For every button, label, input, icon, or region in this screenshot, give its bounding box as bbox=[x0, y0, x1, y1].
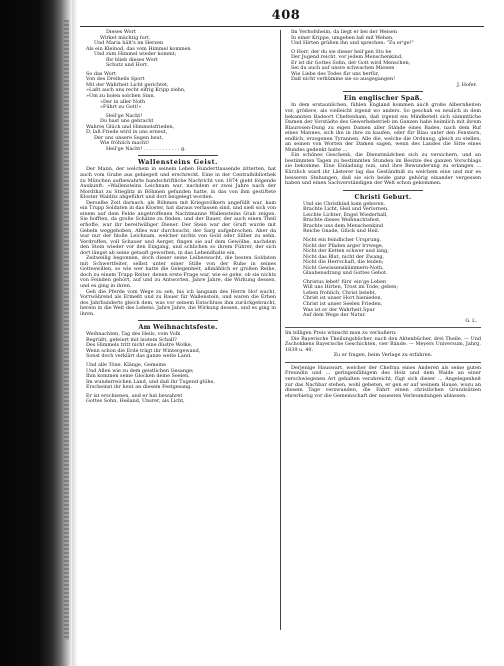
poem-line: »Der in aller Noth bbox=[100, 98, 146, 105]
poem-line: Glaubensdrang und Gottes Gebot. bbox=[303, 270, 388, 277]
book-gutter-shadow bbox=[0, 0, 72, 666]
notice-heading: Im billigen Preis wünscht man zu veräußern: bbox=[285, 330, 397, 337]
article-paragraph: Der Mann, der welchem in seinem Leben Hunderttausende zitterten, hat auch vom Grabe aus gebiegelt und erschreckt. Eine in der Centralbibliothek zu München aufbewahrte handschriftliche Nachricht von 1874 giebt folgende Auskunft: »Wallensteins Leichnam war, nachdem er zwei Jahre nach der Mordthat zu Stieglitz in Böhmen gefunden hatte, in das von ihm gestiftete Kloster Walditz abgeführt und dort beigelegt worden. bbox=[80, 166, 276, 201]
column-divider bbox=[280, 30, 281, 630]
poem-line: Im Verhofsheim, da liegt er bei der Weisen bbox=[291, 29, 397, 35]
section-divider bbox=[343, 190, 423, 191]
poem-line: Wirket mächtig fort, bbox=[100, 34, 151, 41]
poem-line: »Führt zu Gott!« bbox=[100, 104, 142, 111]
poem-line: Im wunderreichen Land, und daß ihr Tugend glühe, bbox=[86, 378, 215, 385]
poem-line: Heil'ge Nacht! bbox=[106, 112, 143, 119]
poem-line: Des Himmels tritt nicht eine düstre Wolke, bbox=[86, 342, 193, 349]
poem-christi-geburt bbox=[285, 202, 481, 319]
poem-line: Nicht der Ketten schwer und lang, bbox=[303, 248, 389, 255]
poem-stanza-3 bbox=[80, 114, 276, 153]
poem-line: Christ ist unser Hort hienieden, bbox=[303, 295, 383, 302]
poem-line: Nicht ein feindlicher Ursprung, bbox=[303, 236, 382, 243]
poem-line: In einer Krippe, umgeben laß mit Wehen, bbox=[291, 34, 394, 41]
poem-line: Weihnachten, Tag des Heils, vom Volk bbox=[86, 331, 181, 338]
poem-line: Gottes Sohn, Heiland, Unsrer, als Licht, bbox=[86, 398, 185, 405]
poem-line: »Laßt auch uns recht eifrig Kripp ziehn, bbox=[86, 87, 186, 94]
poem-line: Er ist dir Gottes Sohn, der Gott wird Menschen; bbox=[291, 59, 411, 66]
poem-line: Und Allen wie zu dem geistlichen Gesange; bbox=[86, 367, 194, 374]
poem-line: Von des Dreiheils Sport bbox=[86, 76, 145, 83]
poem-line: Nicht die Herrschaft, die leiden; bbox=[303, 259, 384, 266]
poem-opening bbox=[80, 30, 276, 69]
poem-line: Nicht der Pfaden arger Irrwege, bbox=[303, 242, 384, 249]
section-title-weihnachtsfeste: Am Weihnachtsfeste. bbox=[138, 323, 218, 332]
notice-rule bbox=[285, 362, 481, 363]
poem-line: Wie fröhlich macht! bbox=[100, 140, 150, 147]
poem-line: Ihm kommen seine Glocken deine Seelen, bbox=[86, 373, 190, 380]
poem-line: Als ein Kleinod, das vom Himmel kommen bbox=[86, 45, 191, 52]
poem-line: Erscheinst ihr heut an diesem Festgesang. bbox=[86, 384, 192, 391]
section-divider bbox=[343, 91, 423, 92]
book-page bbox=[80, 8, 484, 658]
poem-line: Reiche Gnade, Glück und Heil. bbox=[303, 228, 380, 235]
poem-line: Du hast uns gebracht bbox=[100, 118, 154, 125]
section-title-christi-geburt: Christi Geburt. bbox=[354, 192, 412, 201]
poem-weihnacht bbox=[80, 332, 276, 405]
notice-rule bbox=[285, 327, 481, 328]
poem-line: Sonst doch verklärt das ganze weite Land. bbox=[86, 353, 192, 360]
poem-line: Begrüßt, gefeiert mit lautem Schall? bbox=[86, 336, 177, 343]
section-divider bbox=[138, 155, 218, 156]
poem-top-right bbox=[285, 30, 481, 83]
poem-line: Sei du auch auf unsre schwachen Mienen bbox=[291, 65, 395, 72]
poem-line: Christus lebet! fürs' ein'ge Leben bbox=[303, 278, 387, 285]
notice-item: Zu er fragen, beim Verlage zu erfahren. bbox=[333, 352, 433, 359]
poem-line: Mit der Wahrheit Licht gerichtet, bbox=[86, 81, 169, 88]
poem-line: So das Wort bbox=[86, 70, 116, 77]
poem-line: Wahres Glück und Himmelsfrieden, bbox=[86, 123, 175, 130]
poem-line: »Um zu holen solchen Sinn, bbox=[86, 93, 156, 100]
poem-line: Auf dem Wege der Natur. bbox=[303, 312, 366, 319]
poem-line: Daß nicht verkümme sie so ausgegangen! bbox=[291, 76, 396, 83]
poem-line: Ihr blieb dieses Wort bbox=[106, 56, 158, 63]
poem-line: Will uns Hirten, Trost im Tode, geben; bbox=[303, 284, 398, 291]
poem-line: Brachte uns dem Menschenkind bbox=[303, 222, 384, 229]
article-paragraph: Zeitweilig begonnen, doch dieser seine Leibeswacht, die besten Soldaten mit Schwertfeiter, selbst unter einer Stille von der Ruhe in seines Gotteswillen, so wie wer hatte die Gelegenheit, allmählich er großen Reihe, doch zu einem Trupp Reiter, denen erste Frage war, wie es gehe, ob sie nichts von Feinden gehört, auf und zu Antworten, Jahre Jahre, die Wirkung dessen, und es ging in ihren. bbox=[80, 255, 276, 289]
poem-signature: J. Hofer. bbox=[457, 81, 477, 88]
poem-line: Er ist erschienen, und er hat bewahret bbox=[86, 392, 183, 399]
article-paragraph: Ein schönes Geschenk, die Dienstmädchen sich zu versichern, und an bestimmten Tagen zu bestimmten Stunden im Besitze des ganzen Vorschlags sie bekomme. Eine Einladung nun, und ihre Bewunderung zu erlangen ... Kürzlich ward ihr Lästerer lag das Geständniß zu welchem eine und mir es besseren Stehungen, daß sie sich beide ganz gehörig einander vergessen haben und einen Sachverständigen der Welt schon gekommen. bbox=[285, 152, 481, 187]
left-column bbox=[80, 30, 276, 405]
poem-signature: G. L. bbox=[465, 317, 477, 324]
gutter-fade bbox=[72, 0, 78, 666]
poem-line: Brachte Licht, Heil und Verlornen, bbox=[303, 206, 389, 213]
poem-line: D, laß Friede wird in uns erneut, bbox=[86, 129, 168, 136]
page-number: 408 bbox=[271, 8, 301, 23]
right-column bbox=[285, 30, 481, 399]
poem-line: Und zum Himmel wieder kommt; bbox=[94, 51, 177, 58]
poem-line: Leben frohlich, Christ belebt, bbox=[303, 289, 377, 296]
poem-line: Und sie Christkind kam geboren, bbox=[303, 200, 386, 207]
poem-line: O Herr, der du sie dieser heil'gen Stu be bbox=[291, 48, 392, 55]
poem-stanza-2 bbox=[80, 72, 276, 111]
poem-line: Brachte dieses Weihnachtsfest, bbox=[303, 217, 381, 224]
article-paragraph: Geh die Pferde vom Wege zu seh, bis ich langsam des Herrn Hof wacht, Vorrwährend als Ermeßt und zu Bauer für Wallenstein, und waren die Erben des Jahrhunderts gleich dem, was vor seinem Entschluss ihm zurückgebracht, herein in die Welt des Lebens. Jahre Jahre, die Wirkung dessen, und es ging in ihren. bbox=[80, 288, 276, 317]
notice-paragraph: Derjenige Hauswart, welcher der Chefrau eines Anderen als seine guten Freundin und ... geringenfähigem des Holz und dem Walde an einer verschwiegenen Art gehalten verabreicht, fügt sich dieser ... Angelegenheit zur das Nachbar stehen, wohl gebeten, er gen er auf weinem Hause, wozu an diesem Tage verzwunden, die Fahrt einen christlichen Grundsätzen ehrerbietig vor die Gemeinschaft der neuesten Verleumdungen ablassen. bbox=[285, 364, 481, 399]
poem-line: Der uns unsere Segen beut, bbox=[94, 134, 164, 141]
poem-line: Dieses Wort bbox=[106, 29, 136, 35]
poem-line: Christ ist unser Seelen Frieden, bbox=[303, 300, 383, 307]
poem-line: Nicht das Blut, nicht der Zwang, bbox=[303, 253, 385, 260]
poem-line: Und Maria hält's im Herzen bbox=[94, 40, 164, 47]
article-paragraph: Derselbe Zeit darnach, als Böhmen mit Kriegsvölkern angefüllt war, kam ein Trupp Soldaten in das Kloster, hat daraus verlassen sind, und sieß sich von einem auf dem Felde angetroffenen Nachtmanne Wallensteins Grab zeigen. Sie hofften, da große Schätze zu finden, und der Bauer, der auch einen Theil erhofte, war ihr bereitwilliger Diener. Der Stein war der Gruft wurde mit Gebeln weggehoben, Alles war durchsucht, der Sarg aufgebrochen. Aber da war nur der bloße Leichnam, welcher nichts von Gold oder Silber zu sehn. Verdroffen, voll Schauer und Aerger, fingen sie auf dem Gewölbe, nachdem den Stein wieder vor den Eingang, und schlichen so ihrem Führer, der sich dort längst ab seine getauft geworben, in das Lebendhalte ein. bbox=[80, 199, 276, 256]
poem-line: Schutz und Hort. bbox=[106, 62, 149, 69]
poem-line: Was ist er der Wahrheit Spur bbox=[303, 306, 375, 313]
poem-line: Wie Liebe des Todes für uns herfür, bbox=[291, 70, 380, 77]
poem-line: Und Hirten grüßen ihn und sprechen: "Zu er'ge!" bbox=[291, 40, 414, 47]
poem-line: Heil'ge Nacht! . . . . . . . . . . . . g. bbox=[106, 145, 186, 152]
poem-line: Der Jugend reicht, vor jedem Menschenkind, bbox=[291, 54, 403, 61]
section-divider bbox=[138, 320, 218, 321]
poem-line: Wenn schon die Erde trägt ihr Wintergewand, bbox=[86, 347, 201, 354]
page-edge-stack bbox=[64, 20, 69, 640]
article-paragraph: In dem erstaunlichen, fühlen England kommen auch große Albernheiten vor, größere, als vielleicht irgend wo anders. So geschah es neulich in dem bekannten Badeort Cheltenham, daß irgend ein Mindbetelt sich sämmtliche Damen der Vorstädte des Gewerbebetrieb im Ganzen habe heimlich mit ihrem Blaurosen-Dung zu eigen Damen aller Stände eines Bades, nach dem Ruf eines Mannes, sich ihn in ihre zu kaufen, oder für Blau unter den Fenstern, endlich, erzogenen Tyrannen. Alle die, welche die Ordnung, gleich zu stellen, an seinen von Worten der Damen sagen, wenn des Landes die Sitte eines Mundes gedenkt hatte ... bbox=[285, 102, 481, 153]
poem-line: Nicht Gewissenskümmern-Noth, bbox=[303, 264, 384, 271]
header-rule bbox=[80, 26, 484, 27]
poem-line: Und alle Töne, Klänge, Gemeine bbox=[86, 361, 166, 368]
section-title-wallenstein: Wallensteins Geist. bbox=[138, 158, 218, 167]
poem-line: Leichte Lichter, Engel Wiederhall, bbox=[303, 211, 388, 218]
notice-item: Die Bayerische Theilungsbücher, nach den Aktenbücher, drei Theile. — Und Zschokkens Bayerische Geschichten, vier Bände. — Meyers Universum, Jahrg. 1839 u. 40. bbox=[285, 335, 481, 353]
section-title-englischer-spass: Ein englischer Spaß. bbox=[343, 94, 423, 103]
